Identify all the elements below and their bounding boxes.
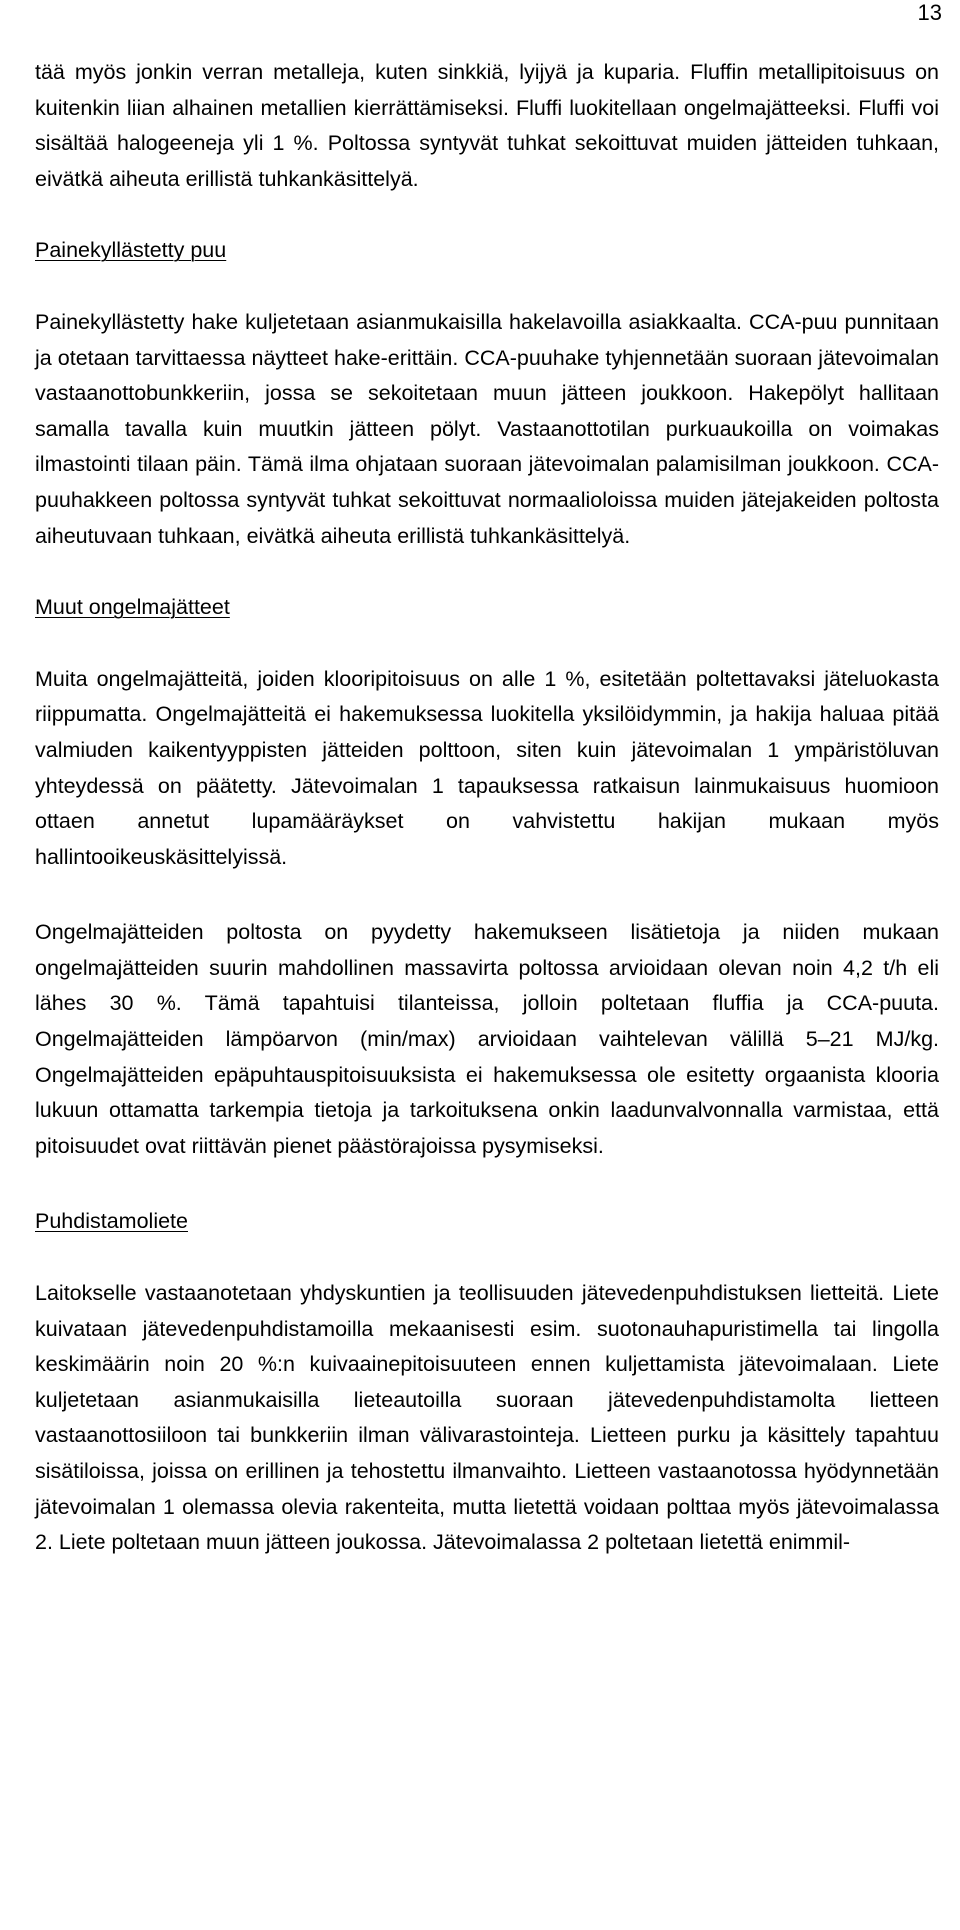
intro-paragraph: tää myös jonkin verran metalleja, kuten sinkkiä, lyijyä ja kuparia. Fluffin metallipitoisuus on kuitenkin liian alhainen metallien kierrättämiseksi. Fluffi luokitellaan ongelmajätteeksi. Fluffi voi sisältää halogeeneja yli 1 %. Poltossa syntyvät tuhkat sekoittuvat muiden jätteiden tuhkaan, eivätkä aiheuta erillistä tuhkankäsittelyä. [35, 60, 939, 191]
spacer [35, 626, 939, 662]
spacer [35, 1240, 939, 1276]
hazardous-waste-paragraph-2: Ongelmajätteiden poltosta on pyydetty hakemukseen lisätietoja ja niiden mukaan ongelmajätteiden suurin mahdollinen massavirta poltossa arvioidaan olevan noin 4,2 t/h eli lähes 30 %. Tämä tapahtuisi tilanteissa, jolloin poltetaan fluffia ja CCA-puuta. Ongelmajätteiden lämpöarvon (min/max) arvioidaan vaihtelevan välillä 5–21 MJ/kg. Ongelmajätteiden epäpuhtauspitoisuuksista ei hakemuksessa ole esitetty orgaanista klooria lukuun ottamatta tarkempia tietoja ja tarkoituksena onkin laadunvalvonnalla varmistaa, että pitoisuudet ovat riittävän pienet päästörajoissa pysymiseksi. [35, 920, 939, 1158]
section-heading-sewage-sludge: Puhdistamoliete [35, 1209, 188, 1234]
spacer [35, 269, 939, 305]
sewage-sludge-paragraph: Laitokselle vastaanotetaan yhdyskuntien ja teollisuuden jätevedenpuhdistuksen lietteitä. Liete kuivataan jätevedenpuhdistamoilla mekaanisesti esim. suotonauhapuristimella tai lingolla keskimäärin noin 20 %:n kuivaainepitoisuuteen ennen kuljettamista jätevoimalaan. Liete kuljetetaan asianmukaisilla lieteautoilla suoraan jätevedenpuhdistamolta lietteen vastaanottosiiloon tai bunkkeriin ilman välivarastointeja. Lietteen purku ja käsittely tapahtuu sisätiloissa, joissa on erillinen ja tehostettu ilmanvaihto. Lietteen vastaanotossa hyödynnetään jätevoimalan 1 olemassa olevia rakenteita, mutta lietettä voidaan polttaa myös jätevoimalassa 2. Liete poltetaan muun jätteen joukossa. Jätevoimalassa 2 poltetaan lietettä enimmil- [35, 1281, 939, 1555]
page-number: 13 [917, 0, 942, 25]
section-heading-hazardous-waste: Muut ongelmajätteet [35, 595, 230, 620]
cca-wood-paragraph: Painekyllästetty hake kuljetetaan asianmukaisilla hakelavoilla asiakkaalta. CCA-puu punnitaan ja otetaan tarvittaessa näytteet hake-erittäin. CCA-puuhake tyhjennetään suoraan jätevoimalan vastaanottobunkkeriin, jossa se sekoitetaan muun jätteen joukkoon. Hakepölyt hallitaan samalla tavalla kuin muutkin jätteen pölyt. Vastaanottotilan purkuaukoilla on voimakas ilmastointi tilaan päin. Tämä ilma ohjataan suoraan jätevoimalan palamisilman joukkoon. CCA-puuhakkeen poltossa syntyvät tuhkat sekoittuvat normaalioloissa muiden jätejakeiden poltosta aiheutuvaan tuhkaan, eivätkä aiheuta erillistä tuhkankäsittelyä. [35, 309, 939, 548]
spacer [35, 1164, 939, 1204]
section-heading-cca-wood: Painekyllästetty puu [35, 238, 227, 263]
hazardous-waste-paragraph-1: Muita ongelmajätteitä, joiden klooripitoisuus on alle 1 %, esitetään poltettavaksi jäteluokasta riippumatta. Ongelmajätteitä ei hakemuksessa luokitella yksilöidymmin, ja hakija haluaa pitää valmiuden kaikentyyppisten jätteiden polttoon, siten kuin jätevoimalan 1 ympäristöluvan yhteydessä on päätetty. Jätevoimalan 1 tapauksessa ratkaisun lainmukaisuus huomioon ottaen annetut lupamääräykset on vahvistettu hakijan mukaan myös hallintooikeuskäsittelyissä. [35, 666, 939, 869]
document-body [35, 55, 939, 1561]
spacer [35, 554, 939, 590]
spacer [35, 197, 939, 233]
spacer [35, 875, 939, 915]
